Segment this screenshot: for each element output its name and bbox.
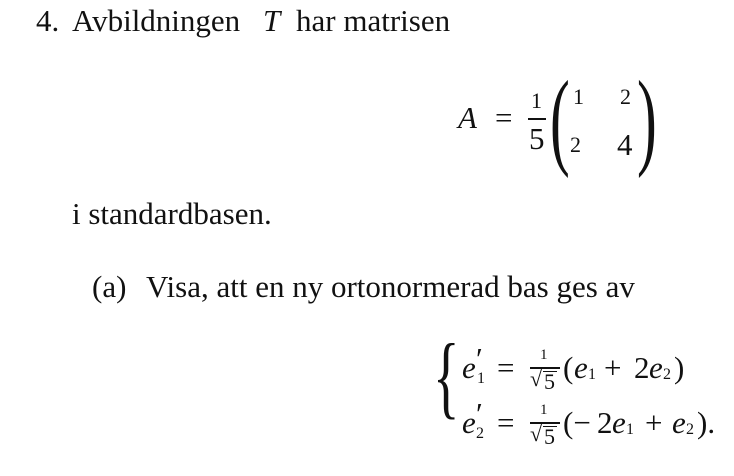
problem-intro-variable: T <box>263 3 281 38</box>
basis-text: i standardbasen. <box>72 196 272 231</box>
row2-sqrt-sign: √ <box>530 421 543 446</box>
part-a-text: Visa, att en ny ortonormerad bas ges av <box>146 269 635 304</box>
system-brace: { <box>433 325 460 427</box>
row2-term2-sub: 2 <box>686 421 694 438</box>
row2-lhs-var: e <box>462 405 476 440</box>
matrix-entry-22: 4 <box>617 127 633 162</box>
row1-equals: = <box>497 350 515 385</box>
row1-lhs-prime: ′ <box>476 341 483 376</box>
matrix-frac-numerator: 1 <box>531 88 542 113</box>
row1-term2-var: e <box>649 350 663 385</box>
part-a-label: (a) <box>92 269 127 304</box>
matrix-entry-12: 2 <box>620 84 631 109</box>
problem-intro-before: Avbildningen <box>72 3 241 38</box>
row2-term2-var: e <box>672 405 686 440</box>
row2-lhs-sub: 2 <box>476 425 484 442</box>
matrix-frac-denominator: 5 <box>529 121 545 156</box>
row1-open-paren: ( <box>563 350 574 385</box>
problem-number: 4. <box>36 3 60 38</box>
matrix-entry-11: 1 <box>573 84 584 109</box>
row2-lhs-prime: ′ <box>476 396 483 431</box>
row2-close-paren-period: ). <box>697 405 716 440</box>
row1-sqrt-sign: √ <box>530 366 543 391</box>
matrix-equals: = <box>495 100 513 135</box>
row2-frac-numerator: 1 <box>540 402 548 418</box>
matrix-entry-21: 2 <box>570 132 581 157</box>
row1-lhs-var: e <box>462 350 476 385</box>
row1-term1-sub: 1 <box>588 366 596 383</box>
row1-coefficient: 2 <box>634 350 650 385</box>
matrix-left-paren: ( <box>550 60 570 179</box>
row1-close-paren: ) <box>674 350 685 385</box>
row2-coefficient: 2 <box>597 405 613 440</box>
row1-sqrt-arg: 5 <box>544 369 555 394</box>
problem-intro-after: har matrisen <box>296 3 451 38</box>
row1-term1-var: e <box>574 350 588 385</box>
row1-plus: + <box>604 350 622 385</box>
row1-lhs-sub: 1 <box>477 370 485 387</box>
matrix-fraction-bar <box>528 118 546 120</box>
row1-term2-sub: 2 <box>663 366 671 383</box>
row2-open-paren-minus: (− <box>563 405 591 440</box>
matrix-lhs: A <box>458 100 477 135</box>
matrix-right-paren: ) <box>637 60 657 179</box>
row2-term1-sub: 1 <box>626 421 634 438</box>
row2-term1-var: e <box>612 405 626 440</box>
row2-plus: + <box>645 405 663 440</box>
row2-equals: = <box>497 405 515 440</box>
row2-sqrt-arg: 5 <box>544 424 555 449</box>
row1-frac-numerator: 1 <box>540 347 548 363</box>
